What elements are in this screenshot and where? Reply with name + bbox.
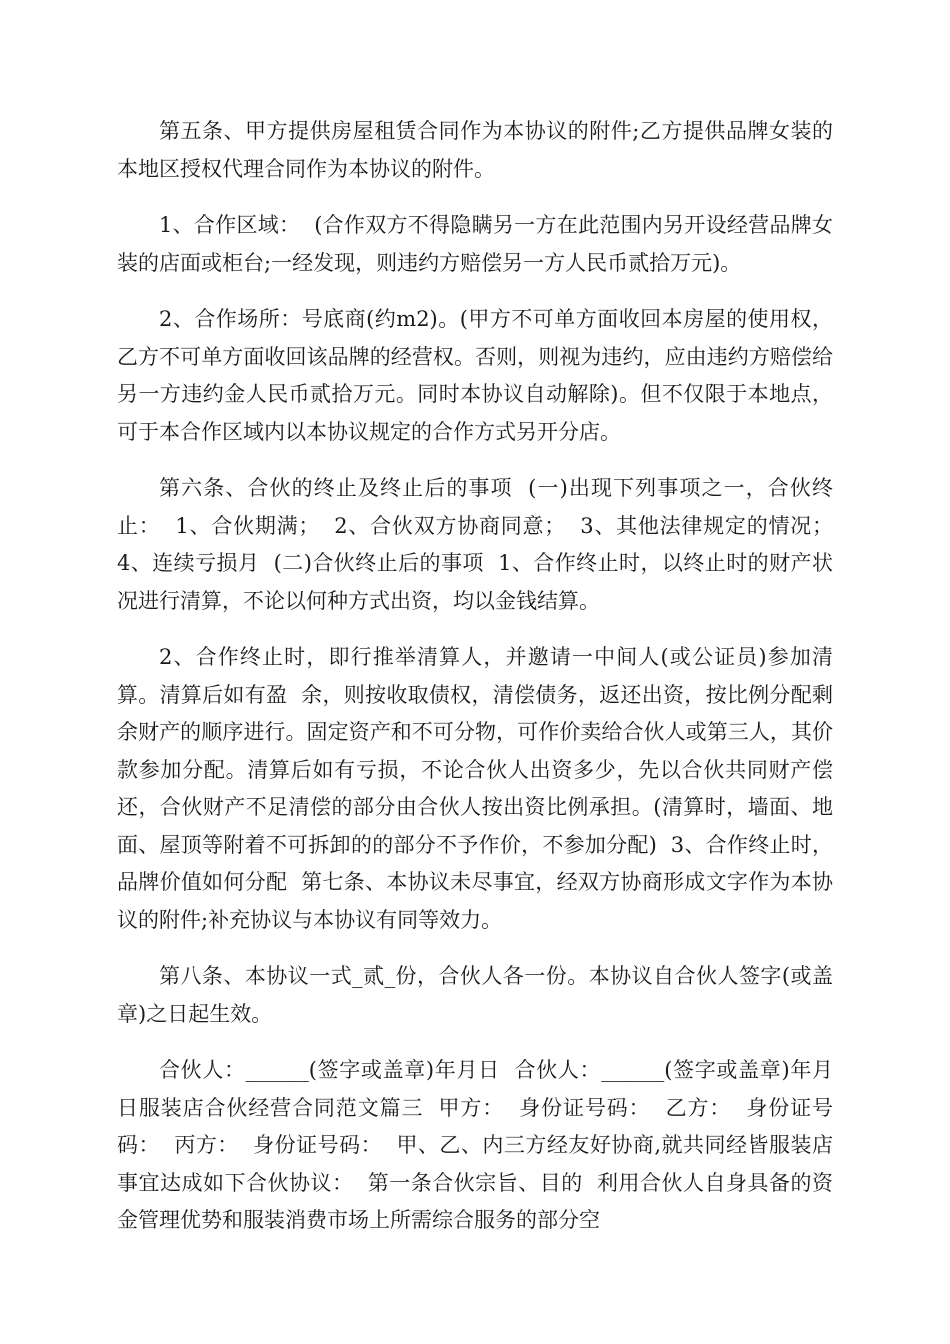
paragraph-article-6: 第六条、合伙的终止及终止后的事项 (一)出现下列事项之一，合伙终止： 1、合伙期满； 2、合伙双方协商同意； 3、其他法律规定的情况； 4、连续亏损月 (二)合伙终止后的事项 1、合作终止时，以终止时的财产状况进行清算，不论以何种方式出资，均以金钱结算。 (117, 476, 847, 613)
paragraph-liquidation: 2、合作终止时，即行推举清算人，并邀请一中间人(或公证员)参加清算。清算后如有盈 余，则按收取债权，清偿债务，返还出资，按比例分配剩余财产的顺序进行。固定资产和不可分物，可作价卖给合伙人或第三人，其价款参加分配。清算后如有亏损，不论合伙人出资多少，先以合伙共同财产偿还，合伙财产不足清偿的部分由合伙人按出资比例承担。(清算时，墙面、地面、屋顶等附着不可拆卸的的部分不予作价，不参加分配) 3、合作终止时，品牌价值如何分配 第七条、本协议未尽事宜，经双方协商形成文字作为本协议的附件;补充协议与本协议有同等效力。 (117, 645, 833, 932)
paragraph-cooperation-area: 1、合作区域： (合作双方不得隐瞒另一方在此范围内另开设经营品牌女装的店面或柜台;一经发现，则违约方赔偿另一方人民币贰拾万元)。 (117, 213, 833, 275)
paragraph-signatures-and-contract-3: 合伙人：______(签字或盖章)年月日 合伙人：______(签字或盖章)年月日服装店合伙经营合同范文篇三 甲方： 身份证号码： 乙方： 身份证号码： 丙方： 身份证号码： 甲、乙、内三方经友好协商,就共同经皆服装店事宜达成如下合伙协议： 第一条合伙宗旨、目的 利用合伙人自身具备的资金管理优势和服装消费市场上所需综合服务的部分空 (117, 1058, 833, 1232)
paragraph-cooperation-venue: 2、合作场所：号底商(约m2)。(甲方不可单方面收回本房屋的使用权，乙方不可单方面收回该品牌的经营权。否则，则视为违约，应由违约方赔偿给另一方违约金人民币贰拾万元。同时本协议自动解除)。但不仅限于本地点，可于本合作区域内以本协议规定的合作方式另开分店。 (117, 307, 833, 444)
paragraph-article-8: 第八条、本协议一式_贰_份，合伙人各一份。本协议自合伙人签字(或盖章)之日起生效。 (117, 964, 833, 1026)
paragraph-article-5: 第五条、甲方提供房屋租赁合同作为本协议的附件;乙方提供品牌女装的本地区授权代理合同作为本协议的附件。 (117, 119, 833, 181)
document-body (117, 113, 847, 1259)
